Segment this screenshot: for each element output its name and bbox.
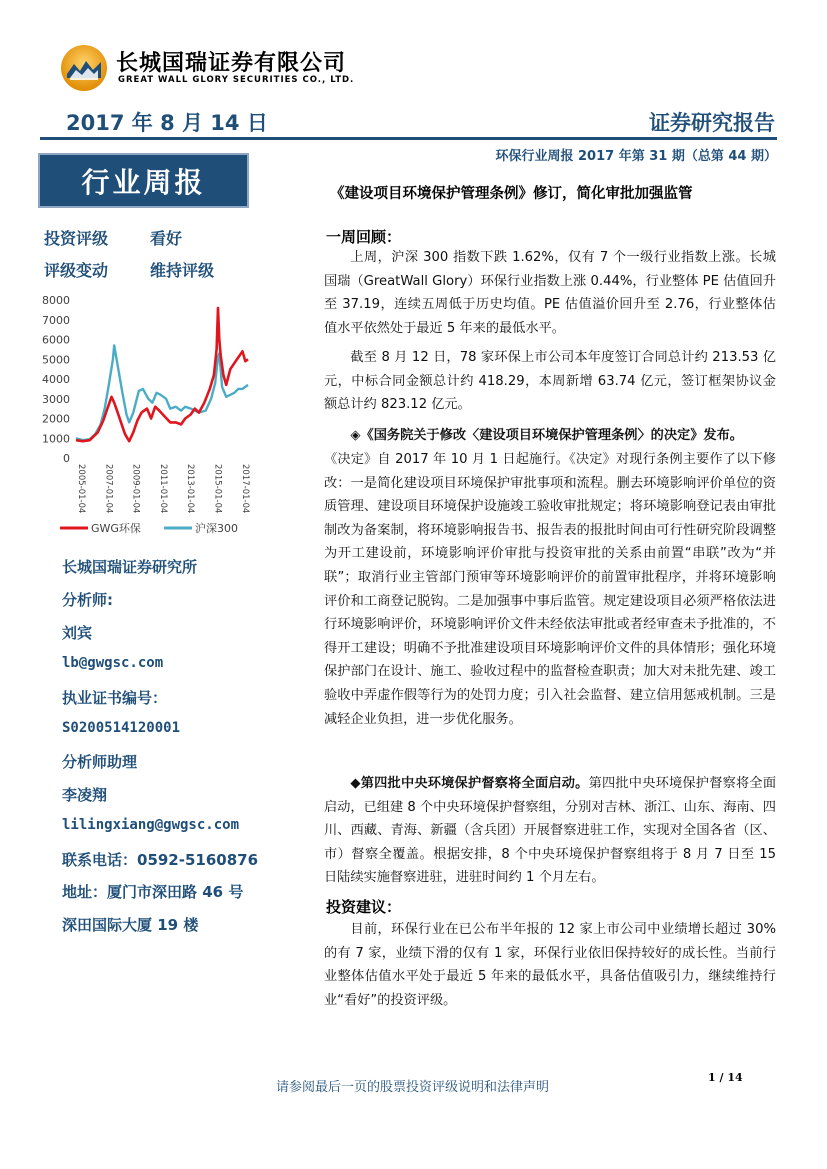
news-paragraph-2: ◆第四批中央环境保护督察将全面启动。第四批中央环境保护督察将全面启动，已组建 8 个中央环境保护督察组，分别对吉林、浙江、山东、海南、四川、西藏、青海、新疆（含兵团）开展督察进驻工作，实现对全国各省（区、市）督察全覆盖。根据安排，8 个中央环境保护督察组将于 8 月 7 日至 15 日陆续实施督察进驻，进驻时间约 1 个月左右。: [324, 776, 777, 886]
disclaimer-note: 请参阅最后一页的股票投资评级说明和法律声明: [276, 1080, 550, 1095]
cert-label: 执业证书编号：: [62, 689, 168, 707]
review-paragraph-1: 上周，沪深 300 指数下跌 1.62%，仅有 7 个一级行业指数上涨。长城国瑞（GreatWall Glory）环保行业指数上涨 0.44%，行业整体 PE 估值回升至 37.19，连续五周低于历史均值。PE 估值溢价回升至 2.76，行业整体估值水平依然处于最近 5 年来的最低水平。: [324, 250, 776, 336]
rating-change-label: 评级变动: [44, 261, 109, 280]
y-tick-label: 5000: [42, 353, 70, 367]
assistant-label: 分析师助理: [62, 753, 138, 771]
x-tick-label: 2007-01-04: [103, 464, 114, 514]
x-tick-label: 2005-01-04: [76, 464, 86, 514]
news-paragraph-1: 《决定》自 2017 年 10 月 1 日起施行。《决定》对现行条例主要作了以下修改：一是简化建设项目环境保护审批事项和流程。删去环境影响评价单位的资质管理、建设项目环境保护设施竣工验收审批规定；将环境影响登记表由审批制改为备案制，将环境影响报告书、报告表的报批时间由可行性研究阶段调整为开工建设前，环境影响评价审批与投资审批的关系由前置“串联”改为“并联”；取消行业主管部门预审等环境影响评价的前置审批程序，并将环境影响评价和工商登记脱钩。二是加强事中事后监管。规定建设项目必须严格依法进行环境影响评价，环境影响评价文件未经依法审批或者经审查未予批准的，不得开工建设；明确不予批准建设项目环境影响评价文件的具体情形；强化环境保护部门在设计、施工、验收过程中的监督检查职责；加大对未批先建、竣工验收中弄虚作假等行为的处罚力度；引入社会监督、建立信用惩戒机制。三是减轻企业负担，进一步优化服务。: [324, 452, 776, 727]
rating-change-value: 维持评级: [150, 261, 215, 280]
page-number: 1 / 14: [708, 1071, 743, 1084]
y-tick-label: 0: [63, 452, 70, 465]
report-type: 证券研究报告: [649, 111, 775, 135]
rating-label: 投资评级: [44, 229, 109, 248]
company-name-en: GREAT WALL GLORY SECURITIES CO., LTD.: [118, 75, 355, 85]
address-line-1: 地址：厦门市深田路 46 号: [62, 883, 244, 901]
address-line-2: 深田国际大厦 19 楼: [62, 916, 199, 934]
x-tick-label: 2013-01-04: [185, 464, 196, 514]
y-tick-label: 6000: [42, 333, 70, 347]
legend-label-hs300: 沪深300: [195, 522, 238, 535]
report-date: 2017 年 8 月 14 日: [66, 111, 268, 135]
assistant-email[interactable]: lilingxiang@gwgsc.com: [62, 817, 240, 833]
analyst-email[interactable]: lb@gwgsc.com: [62, 655, 164, 671]
news-heading-1: ◈《国务院关于修改〈建设项目环境保护管理条例〉的决定》发布。: [350, 428, 743, 443]
y-tick-label: 7000: [42, 313, 70, 327]
review-heading: 一周回顾：: [326, 228, 402, 246]
header-divider: [40, 137, 777, 140]
rating-value: 看好: [150, 229, 183, 248]
cert-number: S0200514120001: [62, 720, 181, 736]
index-line-chart: [38, 290, 258, 546]
analyst-name: 刘宾: [62, 624, 93, 642]
series-line-gwg: [76, 308, 248, 441]
news-heading-2: ◆第四批中央环境保护督察将全面启动。: [350, 776, 589, 791]
y-tick-label: 8000: [42, 294, 70, 307]
x-tick-label: 2009-01-04: [130, 464, 141, 514]
article-title: 《建设项目环境保护管理条例》修订，简化审批加强监管: [330, 186, 693, 202]
weekly-report-badge: 行业周报: [38, 153, 249, 208]
x-tick-label: 2017-01-04: [239, 464, 250, 514]
y-tick-label: 3000: [42, 392, 70, 406]
y-tick-label: 1000: [42, 432, 70, 446]
advice-heading: 投资建议：: [326, 898, 402, 916]
legend-label-gwg: GWG环保: [91, 522, 141, 535]
analyst-label: 分析师:: [62, 591, 113, 609]
company-name-cn: 长城国瑞证券有限公司: [116, 51, 347, 76]
advice-paragraph: 目前，环保行业在已公布半年报的 12 家上市公司中业绩增长超过 30%的有 7 家，业绩下滑的仅有 1 家，环保行业依旧保持较好的成长性。当前行业整体估值水平处于最近 5 年来的最低水平，具备估值吸引力，继续维持行业“看好”的投资评级。: [324, 922, 776, 1008]
issue-line: 环保行业周报 2017 年第 31 期（总第 44 期）: [495, 149, 777, 164]
y-tick-label: 2000: [42, 412, 70, 426]
x-tick-label: 2015-01-04: [212, 464, 223, 514]
company-logo-icon: [60, 44, 108, 92]
assistant-name: 李凌翔: [62, 786, 108, 804]
x-tick-label: 2011-01-04: [157, 464, 168, 514]
institute-name: 长城国瑞证券研究所: [62, 558, 198, 576]
review-paragraph-2: 截至 8 月 12 日，78 家环保上市公司本年度签订合同总计约 213.53 亿元，中标合同金额总计约 418.29，本周新增 63.74 亿元，签订框架协议金额总计约 823.12 亿元。: [324, 350, 776, 413]
phone: 联系电话：0592-5160876: [62, 851, 259, 869]
y-tick-label: 4000: [42, 373, 70, 386]
